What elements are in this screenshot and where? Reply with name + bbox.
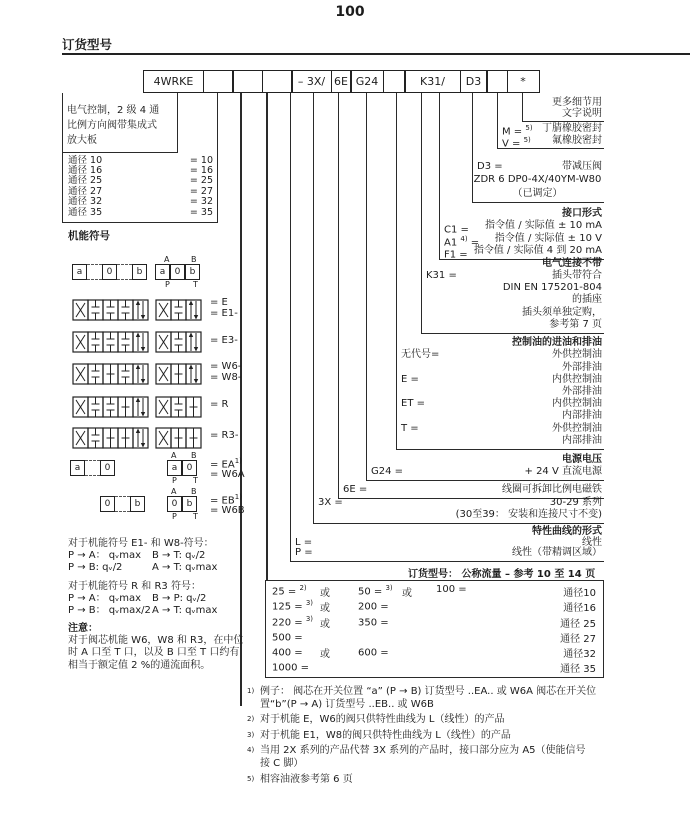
footnote bbox=[247, 745, 692, 770]
port-label-P: P bbox=[172, 476, 177, 485]
footnote-line: 接 C 脚） bbox=[260, 757, 304, 769]
flow-row bbox=[266, 584, 603, 599]
series-code: 3X = bbox=[318, 496, 343, 508]
intro-line: 比例方向阀带集成式 bbox=[67, 120, 157, 131]
port-label-P: P bbox=[172, 512, 177, 521]
d3-desc: 带减压阀 bbox=[562, 160, 602, 172]
solenoid-code: 6E = bbox=[343, 483, 368, 495]
footnote-marker: 3) bbox=[247, 730, 255, 739]
spool-position-diagram bbox=[72, 264, 147, 280]
symbol-code-R3: = R3- bbox=[210, 430, 239, 441]
port-label-B: B bbox=[191, 451, 197, 460]
flow-equation-row bbox=[68, 550, 238, 562]
symbol-code-R: = R bbox=[210, 399, 229, 410]
flow-code: 25 = $^{2)}$ bbox=[272, 584, 307, 598]
spool-cell-a: a bbox=[155, 264, 170, 280]
valve-symbol-E3-long bbox=[72, 331, 149, 356]
oil-desc: 外部排油 bbox=[562, 385, 602, 397]
flow-heading: 订货型号： 公称流量 – 参考 10 至 14 页 bbox=[408, 569, 596, 580]
spool-position-diagram-ports bbox=[155, 255, 200, 289]
flow-code: 350 = bbox=[358, 616, 389, 628]
block-line: 更多细节用 bbox=[552, 97, 602, 108]
flow-code: 500 = bbox=[272, 632, 303, 644]
valve-symbol-R-short bbox=[155, 396, 202, 421]
order-code-cell: 4WRKE bbox=[143, 70, 204, 93]
flow-code: 600 = bbox=[358, 647, 389, 659]
footnote-marker: 4) bbox=[247, 746, 255, 755]
flow-code: 220 = $^{3)}$ bbox=[272, 614, 314, 628]
interface-code: F1 = bbox=[444, 249, 468, 261]
notice-line: 相当于额定值 2 %的通流面积。 bbox=[68, 659, 211, 671]
seal-desc: 丁腈橡胶密封 bbox=[542, 123, 602, 134]
spool-cell-b: b bbox=[132, 264, 147, 280]
valve-symbol-E-short bbox=[155, 299, 202, 324]
size-row bbox=[63, 208, 217, 218]
or-label: 或 bbox=[320, 588, 330, 599]
port-label-A: A bbox=[164, 255, 170, 264]
seal-desc: 氟橡胶密封 bbox=[552, 134, 602, 146]
flow-row bbox=[266, 630, 603, 645]
leader-line-flow bbox=[266, 93, 268, 580]
oil-desc: 外部排油 bbox=[562, 361, 602, 373]
oil-desc: 内供控制油 bbox=[552, 373, 602, 385]
spool-diagram-EB bbox=[100, 496, 145, 512]
spool-dash bbox=[117, 264, 132, 280]
flow-code: 50 = $^{3)}$ bbox=[358, 584, 393, 598]
notice-line: 对于阀芯机能 W6，W8 和 R3，在中位 bbox=[68, 635, 244, 647]
size-code: = 25 bbox=[189, 175, 213, 187]
flow-code: 100 = bbox=[436, 584, 467, 595]
flow-code: 1000 = bbox=[272, 662, 310, 674]
order-code-cell bbox=[203, 70, 234, 93]
spool-cell-b: b bbox=[182, 496, 197, 512]
port-label-B: B bbox=[191, 255, 197, 264]
oil-desc: 外供控制油 bbox=[552, 349, 602, 361]
equation: B → T: qᵥ/2 bbox=[152, 550, 206, 562]
k31-line: DIN EN 175201-804 bbox=[502, 282, 602, 294]
k31-line: 插头须单独定购， bbox=[522, 306, 602, 318]
order-code-cell: D3 bbox=[460, 70, 488, 93]
curve-desc: 线性 bbox=[582, 536, 602, 548]
intro-line: 放大板 bbox=[67, 135, 97, 146]
size-code: = 35 bbox=[189, 206, 213, 218]
block-title: 电源电压 bbox=[562, 453, 602, 465]
size-label: 通径 32 bbox=[68, 196, 103, 208]
curve-code: P = bbox=[295, 547, 313, 559]
footnote-line: 当用 2X 系列的产品代替 3X 系列的产品时，接口部分应为 A5（使能信号 bbox=[260, 745, 586, 757]
page-title: 订货型号 bbox=[62, 37, 113, 52]
oil-code: T = bbox=[401, 422, 419, 434]
d3-type: ZDR 6 DP0-4X/40YM-W80 bbox=[473, 174, 602, 185]
order-code-cell: K31/ bbox=[404, 70, 461, 93]
port-label-A: A bbox=[171, 451, 177, 460]
oil-desc: 内部排油 bbox=[562, 434, 602, 446]
block-line: 文字说明 bbox=[562, 108, 602, 119]
or-label: 或 bbox=[320, 603, 330, 615]
spool-cell-a: a bbox=[72, 264, 87, 280]
spool-cell-0: 0 bbox=[182, 460, 197, 476]
size-label: 通径 35 bbox=[68, 206, 103, 218]
flow-row bbox=[266, 645, 603, 660]
flow-equation-row bbox=[68, 605, 238, 617]
order-code-cell: 6E bbox=[331, 70, 352, 93]
flow-size: 通径10 bbox=[563, 588, 596, 599]
order-code-cell: * bbox=[507, 70, 540, 93]
size-label: 通径 10 bbox=[68, 154, 103, 166]
k31-line: 插头带符合 bbox=[552, 269, 602, 281]
flow-code: 200 = bbox=[358, 601, 389, 613]
spool-diagram-EA bbox=[70, 460, 115, 476]
page-number: 100 bbox=[335, 4, 365, 20]
k31-code: K31 = bbox=[426, 269, 457, 281]
oil-code: ET = bbox=[401, 398, 425, 410]
order-code-cell bbox=[262, 70, 293, 93]
port-label-B: B bbox=[191, 487, 197, 496]
size-label: 通径 25 bbox=[68, 175, 103, 187]
footnote-marker: 1) bbox=[247, 687, 255, 695]
flow-table bbox=[265, 580, 604, 678]
flow-size: 通径 25 bbox=[560, 618, 596, 630]
size-code: = 16 bbox=[189, 164, 213, 176]
spool-cell-0: 0 bbox=[167, 496, 182, 512]
footnote-marker: 5) bbox=[247, 774, 255, 783]
seal-code: M = $^{5)}$ bbox=[502, 124, 533, 138]
flow-code: 125 = $^{3)}$ bbox=[272, 599, 314, 613]
footnote-ref: 1) bbox=[234, 457, 242, 465]
oil-desc: 内部排油 bbox=[562, 410, 602, 422]
interface-desc: 指令值 / 实际值 4 到 20 mA bbox=[473, 244, 602, 256]
symbol-code-E: = E bbox=[210, 297, 228, 308]
oil-code: E = bbox=[401, 373, 419, 385]
interface-code: A1 $^{4)}$ = bbox=[444, 234, 480, 248]
port-label-T: T bbox=[193, 512, 198, 521]
symbol-code-E1: = E1- bbox=[210, 308, 238, 319]
symbol-code-W6A: = W6A bbox=[210, 469, 245, 480]
or-label: 或 bbox=[402, 588, 412, 599]
interface-code: C1 = bbox=[444, 224, 469, 236]
flow-size: 通径 27 bbox=[560, 633, 596, 645]
spool-diagram-EA-ports bbox=[167, 451, 198, 485]
equation: P → B: qᵥ/2 bbox=[68, 562, 123, 574]
or-label: 或 bbox=[320, 649, 330, 661]
interface-desc: 指令值 / 实际值 ± 10 mA bbox=[485, 220, 602, 232]
footnote-ref: 1) bbox=[234, 493, 242, 501]
note-r-r3 bbox=[68, 581, 238, 618]
note-title: 对于机能符号 E1- 和 W8-符号： bbox=[68, 538, 214, 549]
port-label-T: T bbox=[193, 476, 198, 485]
footnote bbox=[247, 686, 692, 711]
or-label: 或 bbox=[320, 618, 330, 630]
valve-symbol-W6-long bbox=[72, 363, 149, 388]
footnotes bbox=[247, 686, 692, 786]
block-title: 电气连接不带 bbox=[542, 257, 602, 269]
port-label-A: A bbox=[171, 487, 177, 496]
symbol-code-W6B: = W6B bbox=[210, 505, 245, 516]
equation: B → P: qᵥ/2 bbox=[152, 593, 207, 605]
footnote bbox=[247, 714, 692, 727]
flow-size: 通径16 bbox=[563, 603, 596, 615]
d3-code: D3 = bbox=[477, 160, 503, 172]
footnote-marker: 2) bbox=[247, 715, 255, 724]
curve-code: L = bbox=[295, 536, 313, 548]
k31-line: 的插座 bbox=[572, 294, 602, 306]
spool-cell-a: a bbox=[70, 460, 85, 476]
spool-diagram-EB-ports bbox=[167, 487, 198, 521]
footnote-line: 对于机能 E1，W8的阀只供特性曲线为 L（线性）的产品 bbox=[260, 729, 511, 741]
voltage-code: G24 = bbox=[371, 465, 404, 477]
series-desc: 30-29 系列 bbox=[549, 496, 602, 508]
block-title: 接口形式 bbox=[562, 208, 602, 220]
flow-size: 通径 35 bbox=[560, 664, 596, 676]
valve-symbol-E-long bbox=[72, 299, 149, 324]
d3-note: （已调定） bbox=[512, 187, 563, 199]
spool-cell-a: a bbox=[167, 460, 182, 476]
flow-equation-row bbox=[68, 593, 238, 605]
flow-row bbox=[266, 599, 603, 614]
spool-cell-0: 0 bbox=[100, 496, 115, 512]
spool-cell-0: 0 bbox=[102, 264, 117, 280]
symbol-code-EA-text: = EA bbox=[210, 459, 235, 471]
footnote bbox=[247, 774, 692, 787]
port-label-P: P bbox=[165, 280, 170, 289]
flow-row bbox=[266, 615, 603, 630]
valve-symbol-R3-long bbox=[72, 427, 149, 452]
oil-desc: 外供控制油 bbox=[552, 422, 602, 434]
port-label-T: T bbox=[193, 280, 198, 289]
size-code: = 32 bbox=[189, 196, 213, 208]
series-note: (30至39： 安装和连接尺寸不变) bbox=[455, 508, 602, 520]
seal-code: V = $^{5)}$ bbox=[502, 135, 531, 149]
size-code: = 10 bbox=[189, 154, 213, 166]
notice-block bbox=[68, 623, 243, 672]
order-code-cell: G24 bbox=[350, 70, 384, 93]
footnote-line: 例子： 阀芯在开关位置 “a” (P → B) 订货型号 ..EA.. 或 W6A 阀芯在开关位 bbox=[260, 686, 597, 697]
order-code-cell bbox=[486, 70, 508, 93]
block-title: 控制油的进油和排油 bbox=[512, 337, 602, 349]
valve-symbol-R3-short bbox=[155, 427, 202, 452]
interface-desc: 指令值 / 实际值 ± 10 V bbox=[494, 232, 602, 244]
spool-dash bbox=[85, 460, 100, 476]
symbols-title: 机能符号 bbox=[68, 230, 110, 242]
spool-dash bbox=[87, 264, 102, 280]
order-code-cell: – 3X/ bbox=[291, 70, 332, 93]
block-curve bbox=[290, 93, 604, 562]
note-e1-w8 bbox=[68, 538, 238, 575]
symbol-code-W8: = W8- bbox=[210, 372, 242, 383]
title-rule bbox=[62, 53, 690, 55]
size-label: 通径 16 bbox=[68, 164, 103, 176]
symbol-code-E3: = E3- bbox=[210, 335, 238, 346]
curve-desc: 线性（带精调区域） bbox=[512, 547, 602, 559]
footnote-line: 置“b”(P → A) 订货型号 ..EB.. 或 W6B bbox=[260, 698, 434, 710]
size-label: 通径 27 bbox=[68, 185, 103, 197]
voltage-desc: + 24 V 直流电源 bbox=[524, 465, 602, 477]
equation: P → A： qᵥmax bbox=[68, 550, 142, 562]
flow-equation-row bbox=[68, 562, 238, 574]
footnote-line: 相容油液参考第 6 页 bbox=[260, 773, 353, 785]
symbol-code-EB-text: = EB bbox=[210, 495, 235, 507]
spool-cell-b: b bbox=[185, 264, 200, 280]
symbol-code-W6: = W6- bbox=[210, 361, 242, 372]
notice-line: 时 A 口至 T 口，以及 B 口至 T 口约有 bbox=[68, 647, 240, 659]
oil-code: 无代号= bbox=[401, 349, 440, 361]
spool-cell-0: 0 bbox=[170, 264, 185, 280]
spool-cell-0: 0 bbox=[100, 460, 115, 476]
valve-symbol-R-long bbox=[72, 396, 149, 421]
footnote bbox=[247, 730, 692, 743]
spool-cell-b: b bbox=[130, 496, 145, 512]
valve-symbol-E3-short bbox=[155, 331, 202, 356]
order-code-cell bbox=[232, 70, 263, 93]
notice-title: 注意： bbox=[68, 623, 98, 634]
valve-symbol-W6-short bbox=[155, 363, 202, 388]
sizes-block bbox=[62, 93, 218, 223]
leader-line-spool bbox=[240, 93, 242, 706]
size-code: = 27 bbox=[189, 185, 213, 197]
equation: A → T: qᵥmax bbox=[152, 562, 218, 574]
oil-desc: 内供控制油 bbox=[552, 398, 602, 410]
flow-size: 通径32 bbox=[563, 649, 596, 661]
equation: P → B： qᵥmax/2 bbox=[68, 605, 151, 617]
equation: A → T: qᵥmax bbox=[152, 605, 218, 617]
solenoid-desc: 线圈可拆卸比例电磁铁 bbox=[502, 483, 602, 495]
spool-dash bbox=[115, 496, 130, 512]
k31-line: 参考第 7 页 bbox=[549, 318, 602, 330]
footnote-line: 对于机能 E，W6的阀只供特性曲线为 L（线性）的产品 bbox=[260, 714, 505, 726]
block-title: 特性曲线的形式 bbox=[532, 526, 602, 538]
flow-code: 400 = bbox=[272, 647, 303, 659]
note-title: 对于机能符号 R 和 R3 符号： bbox=[68, 581, 201, 592]
order-code-cell bbox=[383, 70, 406, 93]
curve-row bbox=[291, 548, 602, 559]
equation: P → A： qᵥmax bbox=[68, 593, 142, 605]
intro-line: 电气控制，2 级 4 通 bbox=[67, 105, 160, 116]
flow-row bbox=[266, 660, 603, 675]
